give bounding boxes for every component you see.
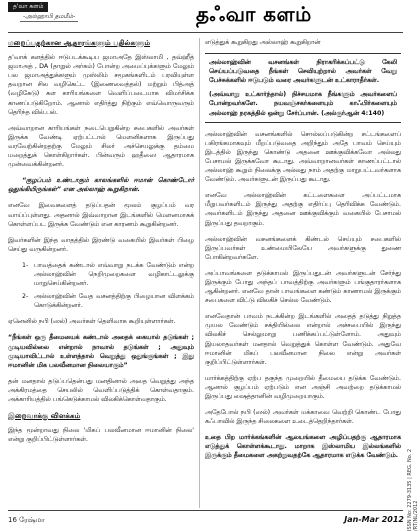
verse-box: [205, 53, 401, 123]
paragraph: அதேபோல் நபி (ஸல்) அவர்கள் மக்காவை வெற்றி கொண்ட போது கஃபாவில் இருந்த சிலைகளை உடைத்தெறிந்தார்கள்.: [205, 409, 401, 426]
column-divider: [199, 38, 200, 508]
page-title: தஃவா களம்: [196, 2, 312, 26]
list-item: [22, 292, 194, 310]
paragraph: எனவேதான் பாவம் நடக்கின்ற இடங்களில் அதைத் தடுத்து நிறுத்த முயல வேண்டும் சக்தியில்லை என்றால் அச்சபையில் இருந்து விலகிச் செல்லுமாறு பணிக்கப்பட்டுள்ளோம். அதுவும் இயலாதவர்கள் மனதால் வெறுத்துக் கொள்ள வேண்டும். அதுவே ஈமானின் மிகப் பலவீனமான நிலை என்று அவர்கள் குறிப்பிட்டுள்ளார்கள்.: [205, 313, 401, 366]
paragraph: அவ்வாறான காரியங்கள் நடைபெறுகின்ற சபைகளில் அவர்கள் இருக்க வேண்டி ஏற்பட்டால் மௌனிகளாக இருப்பது வரவேற்கின்றதற்கு மேலும் சிலர் அச்செயலுக்கு தம்மை மறைத்துக் கொள்கிறார்கள். பின்வரும் ஹதீஸை ஆதாரமாக முன்வைக்கின்றனர்.: [8, 124, 194, 169]
left-column: [8, 38, 194, 451]
hadith-quote: “நீங்கள் ஒரு தீமையைக் கண்டால் அதைக் கையால் தடுங்கள் ; முடியவில்லை என்றால் நாவால் தடுங்கள் ; அதுவும் முடியாவிட்டால் உள்ளத்தால் வெறுத்து ஒதுங்குங்கள் ; இது ஈமானின் மிக பலவீனமான நிலையாகும்”: [8, 334, 194, 369]
right-column: [205, 38, 401, 468]
list-number: 2-: [22, 293, 29, 301]
paragraph: அல்லாஹ்வின் வசனங்களில் சொல்லப்படுகின்ற சட்டங்களைப் பகிரங்கமாகவும் மீறப்படுவதை அறிந்தும் அதே பாவம் செய்யும் இடத்தில் இருந்து கொண்டு அதனை ஊக்குவிக்கவோ அல்லது பேசாமல் இருக்கவோ கூடாது. அவ்வாறானவர்கள் காணப்பட்டால் அல்லாஹ் கூறும் நிலைக்கு அல்லது நாம் அதற்கு மாறுபட்டவர்களாக வேண்டும். அவர்களுடன் இருப்பது கூடாது.: [205, 130, 401, 184]
verse-text: (அவ்வாறு உட்கார்ந்தால்) நிச்சயமாக நீங்களும் அவர்களைப் போன்றவர்களே. நயவஞ்சகர்களையும் காஃபிர்களையும் அல்லாஹ் நரகத்தில் ஒன்று சேர்ப்பான். (அல்குர்ஆன் 4:140): [209, 91, 397, 117]
page-number: 16 ரேஷ்மா: [8, 516, 45, 524]
issue-date: Jan-Mar 2012: [344, 515, 404, 524]
paragraph: தன் மனதால் தடுப்பதென்பது மனதினால் அதை வெறுத்து அந்த அக்கிரமத்தை செயலில் வெளிப்படுத்திக் கொள்வதாகும். அக்காரியத்தில் பங்கெடுக்காமல் விலகிக்கொள்வதாகும்.: [8, 377, 194, 403]
paragraph: இந்த மூன்றாவது நிலை 'மிகப் பலவீனமான ஈமானின் நிலை' என்று குறிப்பிட்டுள்ளார்கள்.: [8, 427, 194, 444]
paragraph: அப்பாவங்களை தடுக்காமல் இருப்பதுடன் அவர்களுடன் சேர்ந்து இருக்கும் போது அந்தப் பாவத்திற்கு அவர்களும் பங்குதாரர்களாக ஆகின்றனர். எனவே தான் பாவங்களை கண்டும் காணாமல் இருக்கும் சபைகளை விட்டு விலகிச் செல்ல வேண்டும்.: [205, 269, 401, 305]
page-header: [0, 0, 420, 36]
numbered-list: [22, 261, 194, 310]
list-item-text: பாவத்தைக் கண்டால் எவ்வாறு நடக்க வேண்டும் என்ற அல்லாஹ்வின் நெறிமுறைகளை வழிகாட்டலுக்கு மாறுசெய்கின்றனர்.: [34, 261, 194, 288]
paragraph: எடுத்துக் கூறுகிறது அல்லாஹ் கூறுகிறான்: [205, 39, 321, 46]
paragraph: த'வாக் களத்தில் ஈடுபடக்கூடிய ஜமாஅதே இஸ்லாமி , தவ்ஹீத் ஜமாஅத் , DA (தாறுல் அர்கம்) போன்ற அமைப்புக்களும் மேலும் பல ஜமாஅத்துக்களும் முஸ்லிம் சமூகங்களிடம் பரவியுள்ள தவறான சில வழிகெட்ட (இணைவைத்தல்) மற்றும் பித்அத் (வழிகேடு) கள காரியங்களை வெளிப்படையாக விமர்சிக்க காணப்படுகிறோம். ஆனால் எதிர்த்து நிற்கும் எவ்வொருவரும் தெரிந்த வில்.பல்.: [8, 54, 194, 116]
section-heading: மறைப்பதற்கான ஆதாரங்களும் பதில்களும்: [8, 38, 151, 47]
paragraph: எனவே அல்லாஹ்வின் கட்டளைகளை அப்பட்டமாக மீறுபவர்களிடம் இருந்து அதற்கு எதிர்ப்பு தெரிவிக்க வேண்டும். அவர்களிடம் இருந்து அதனை ஊக்குவிக்கும் வகையில் பேசாமல் இருப்பது தவறாகும்.: [205, 192, 401, 227]
footer-divider: [8, 510, 403, 511]
paragraph: ஏனெனில் நபி (ஸல்) அவர்கள் தெளிவாக கூறியுள்ளார்கள்.: [8, 318, 176, 326]
verse-quote: “குழப்பம் உண்டாகும் காலங்களில் ஈமான் கொண்டோர் ஒதுங்கியிருங்கள்” என அல்லாஹ் கூறுகிறான்.: [8, 177, 194, 194]
paragraph: இவர்களின் இந்த வாதத்தில் இரண்டு வகையில் இவர்கள் பிழை செய்து வருகின்றனர்.: [8, 236, 194, 253]
author-byline: -அல்ஹாபி தமமீம்-: [20, 13, 78, 22]
verse-text: அல்லாஹ்வின் வசனங்கள் நிராகரிக்கப்பட்டு கேலி செய்யப்படுவதை நீங்கள் செவியுற்றால் அவர்கள் வேறு பேச்சுக்களில் ஈடுபடும் வரை அவர்களுடன் உட்காராதீர்கள்.: [209, 59, 397, 85]
issn-label: ISSN No: 2279-3135 | REG. No. 2 /RT/NL/2012: [407, 448, 419, 531]
list-item-text: அல்லாஹ்வின் வேத வசனத்திற்கு பிழையான விளக்கம் கொடுக்கின்றனர்.: [34, 293, 194, 310]
section-tag: த'வா களம்: [8, 2, 48, 12]
paragraph: அல்லாஹ்வின் வசனங்களைக் கிண்டல் செய்யும் சபைகளில் இருப்பவர்கள் உண்மையிலேயே அவர்களுக்கு துணை போகின்றவர்களே.: [205, 235, 401, 261]
subsection-heading: இறைவாக்கு விளக்கம்: [8, 411, 81, 421]
closing-bold-paragraph: உதை பிற மார்க்கங்களின் ஆலயங்களை அழிப்பதற்கு ஆதாரமாக எடுத்துக் கொள்ளக்கூடாது. மாறாக இஸ்லாமிய இல்லங்களில் இருக்கும் தீமைகளை அகற்றுவதற்கே ஆதாரமாக எடுக்க வேண்டும்.: [205, 434, 401, 460]
paragraph: எனவே இவைகளைத் தடுப்பதன் மூலம் குழப்பம் வர வாய்ப்புள்ளது. அதனால் இவ்வாறான இடங்களில் மௌனமாகக் கொள்ளப்பட இருக்க வேண்டும் என காரணம் கூறுகின்றனர்.: [8, 202, 194, 228]
paragraph: மார்க்கத்திற்கு ஏற்ப தகுந்த முறையில் தீமையை தடுக்க வேண்டும். ஆனால் குழப்பம் ஏற்படும் என அஞ்சி அவற்றை தடுக்காமல் இருப்பது ஷைத்தானின் வழிமுறையாகும்.: [205, 374, 401, 400]
list-number: 1-: [22, 261, 29, 269]
header-divider: [8, 32, 403, 33]
page-footer: [0, 510, 420, 531]
list-item: [22, 261, 194, 288]
